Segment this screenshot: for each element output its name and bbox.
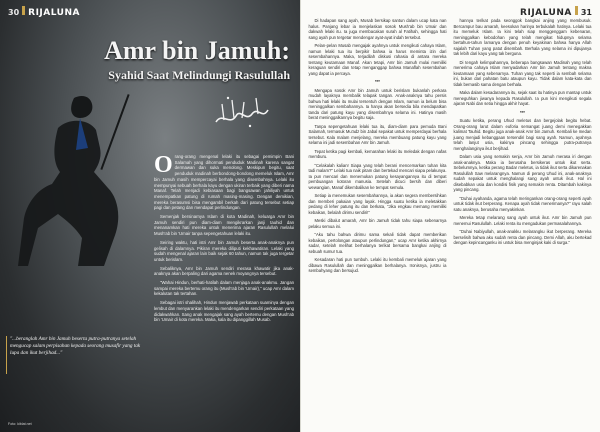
article-title: Amr bin Jamuh: bbox=[104, 36, 290, 65]
paragraph: Sebaliknya, Amr bin Jamuh sendiri merasa khawatir jika anak-anaknya akan berpaling dari agama nenek moyangnya tersebut. bbox=[154, 265, 294, 277]
paragraph: "Celakalah kalian! Siapa yang telah berani mencemarkan tuhan kita tadi malam?" Lelaki tua naik pitam dan bertekad mencari siapa pelakunya. Ia pun mencari dan menemukan patung kesayangannya itu di tempat pembuangan kotoran manusia. Setelah dicuci bersih dan diberi wewangian, Manaf dikembalikan ke tempat semula. bbox=[308, 162, 447, 190]
paragraph: rang-orang mengenal lelaki itu sebagai pemimpin Bani Salamah yang dihormati penduduk Madinah karena sangat dermawan dan suka menolong. Meskipun begitu, saat penduduk madinah berbondong-bondong memeluk Islam, Amr bin Jamuh masih mempercayai berhala yang disembahnya. Lelaki itu mempunyai sebuah berhala kayu dengan ukiran terbaik yang diberi nama Manaf. Telah menjadi kebiasaan bagi bangsawan jahiliyah untuk menempatkan patung di rumah masing-masing. Dengan demikian, mereka berasumsi bisa mengambil berkah dari patung tersebut setiap pagi dan petang dan mendapat perlindungan. bbox=[154, 154, 294, 211]
horseman-silhouette bbox=[18, 88, 158, 268]
paragraph: "Wahai Hindun, berhati-hatilah dalam menjaga anak-anakmu. Jangan sampai mereka bertemu orang itu (Mush'ab bin 'Umair)," ucap Amr dalam kekalutan tak tertahan. bbox=[154, 280, 294, 297]
pull-quote-bar bbox=[6, 336, 7, 374]
paragraph: hannya terikat pada seonggok bangkai anjing yang membusuk. Bercampur bau amarah, keesokan harinya terbukalah hatinya. Lelaki tua itu memeluk Islam. Ia kini telah siap menggenggam kebenaran, meninggalkan kebodohan yang telah mengikat hidupnya selama bertahun-tahun lamanya dengan penuh keyakinan bahwa hanya Allah sajalah Tuhan yang patut disembah. Berhala yang selama ini dipujanya tak lebih dari kayu yang tak berguna. bbox=[453, 18, 592, 56]
paragraph: Mereka tetap melarang sang ayah untuk ikut. Amr bin Jamuh pun menemui Rasulullah. Lelaki renta itu mengadukan permasalahannya. bbox=[453, 215, 592, 226]
right-page-header bbox=[520, 6, 592, 18]
paragraph: Mengapa sosok Amr bin Jamuh untuk berislam bukanlah perkara mudah layaknya membalik telapak tangan. Anak-anaknya tahu persis bahwa hati lelaki itu mulai tersentuh dengan Islam, namun ia belum bisa meninggalkan sembahannya. Ia hanya akan bersedia bila mendapatkan tanda dari patung kayu yang disembahnya selama ini. Hatinya masih berat meninggalkannya begitu saja. bbox=[308, 87, 447, 120]
paragraph: "Aku tahu bahwa dirimu sama sekali tidak dapat memberikan kebaikan, pertolongan ataupun perlindungan," ucap Amr ketika akhirnya sadar, setelah melihat berhalanya terikat bersama bangkai anjing di sebuah sumur tua. bbox=[308, 232, 447, 254]
paragraph: Sebagai istri shalihah, Hindun menjawab perkataan suaminya dengan lembut dan menyarankan lelaki itu mendengarkan sendiri perkataan yang didakwahkan. Sang anak mengajak sang ayah bertemu dengan Mush'ab bin 'Umair di kota mereka. Maka, kala itu dipanggillah Musab. bbox=[154, 300, 294, 323]
arabic-calligraphy-icon bbox=[212, 92, 272, 132]
page-number: 31 bbox=[580, 8, 592, 17]
paragraph: Maka dalam kesadarannya itu, sejak saat itu hatinya pun mantap untuk meneguhkan jiwanya kepada Rasulullah. Ia pun kini mengikuti segala ajaran Nabi dan setia hingga akhir hayat. bbox=[453, 90, 592, 106]
pull-quote: "...beranglah Amr bin Jamuh beserta putra-putranya setelah mengucap salam perpisahan kepada seorang musafir yang tak lupa dan ikut berjihad..." bbox=[10, 336, 141, 356]
rubric-label: RIJALUNA bbox=[520, 8, 572, 18]
left-article-column bbox=[154, 154, 294, 326]
paragraph: Meski dibalut amarah, Amr bin Jamuh tidak tahu siapa sebenarnya pelaku semua ini. bbox=[308, 218, 447, 229]
paragraph: Seiring waktu, hati istri Amr bin Jamuh beserta anak-anaknya pun gelisah di dalamnya. Pikiran mereka diliputi kekhawatiran. Lelaki yang sudah mengenal ajaran lain baik sejak 60 tahun, namun tak juga tergetar untuk berislam. bbox=[154, 239, 294, 262]
paragraph: Setiap ia menemukan sesembahannya, ia akan segera membersihkan dan memberi pakaian yang layak. Hingga suatu ketika ia meletakkan pedang di leher patung itu dan berkata, "Jika engkau memang memiliki kebaikan, belalah dirimu sendiri!" bbox=[308, 193, 447, 215]
paragraph: Tanpa sepengetahuan lelaki tua itu, diam-diam para pemuda Bani Salamah, termasuk Mu'adz bin Jabal sepakat untuk memperdayai berhala tersebut. Kala malam menjelang, mereka membuang patung kayu yang selama ini jadi sesembahan Amr bin Jamuh. bbox=[308, 123, 447, 145]
left-page-header bbox=[8, 6, 80, 18]
article-title-block bbox=[40, 36, 290, 83]
section-separator: *** bbox=[520, 109, 525, 115]
paragraph: Di tengah kelimpahannya, beberapa bangsawan Madinah yang telah menerima cahaya Islam menyadarkan Amr bin Jamuh tentang makna keutamaan yang sebenarnya. Tuhan yang tak seperti ia sembah selama ini, bukan dari pahatan batu ataupun kayu. Tidak dalam kata-kata dan tidak bernasib sama dengan berhala. bbox=[453, 59, 592, 87]
section-separator: *** bbox=[375, 79, 380, 84]
drop-cap: O bbox=[154, 152, 173, 178]
paragraph: Suatu ketika, perang Uhud meletus dan bergejolak begitu hebat. Orang-orang larut dalam euforia semangat juang demi menegakkan kalimat Tauhid. Begitu juga anak-anak Amr bin Jamuh. Kembali ke medan juang menjadi kebanggaan tersendiri bagi sang ayah. Namun, ayahnya telah lanjut usia, kakinya pincang sehingga putra-putranya menghalanginya ikut berjihad. bbox=[453, 118, 592, 151]
paragraph: Kesadaran hati pun tumbuh. Lelaki itu kembali memeluk ajaran yang dibawa Rasulullah dan meninggalkan berhalanya. Ironisnya, justru ia sembahyang dan bersujud. bbox=[308, 257, 447, 273]
page-number: 30 bbox=[8, 8, 20, 17]
rubric-marker bbox=[575, 6, 578, 15]
paragraph: "Duhai ayahanda, agama telah meringankan orang-orang seperti ayah untuk tidak ikut berperang. Kenapa ayah tidak menerimanya?" rayu salah satu anaknya, berusaha menyakinkan. bbox=[453, 195, 592, 212]
paragraph: Tepat ketika pagi kembali, kemarahan lelaki itu meledak dengan nafas memburu. bbox=[308, 148, 447, 159]
paragraph: Di hadapan sang ayah, Musab bersikap santun dalam ucap kata nan halus. Panjang lebar ia menjelaskan sosok Mush'ab bin Umair dan dakwah lelaki itu. Ia juga membacakan surah al Fatihah, sehingga hati sang ayah pun tergetar mendengar ayat-ayat indah tersebut. bbox=[308, 18, 447, 40]
article-subtitle: Syahid Saat Melindungi Rasulullah bbox=[108, 68, 290, 82]
rubric-label: RIJALUNA bbox=[28, 8, 80, 18]
rubric-marker bbox=[22, 6, 25, 15]
photo-credit: Foto: kiblat.net bbox=[8, 422, 32, 426]
right-article-column-1 bbox=[309, 18, 447, 277]
paragraph: Dalam usia yang semakin senja, Amr bin Jamuh merasa iri dengan anak-anaknya. Maka ia berusaha bersikeras untuk ikut serta. Sebelumnya, ketika perang Badar meletus, ia tidak ikut serta dikarenakan Rasulullah Saw melarangnya. Namun di perang Uhud ini, anak-anaknya sudah sepakat untuk menghalangi sang ayah untuk ikut. Hal ini disebabkan usia dan kondisi fisik yang semakin renta. Ditambah kakinya yang pincang. bbox=[453, 154, 592, 192]
paragraph: "Duhai Nabiyullah, anak-anakku melarangku ikut berperang. Mereka berselisih bahwa aku sudah renta dan pincang. Demi Allah, aku bertekad dengan kepincanganku ini untuk bisa menginjak kaki di surga." bbox=[453, 229, 592, 245]
paragraph: Semenjak bersinarnya Islam di kota Madinah, keluarga Amr bin Jamuh sendiri pun diam-diam mengikrarkan janji tauhid dan menanamkan hati mereka untuk menerima ajaran Rasulullah melalui Mush'ab bin 'Umair tanpa sepengetahuan lelaki itu. bbox=[154, 214, 294, 237]
right-article-column-2 bbox=[454, 18, 592, 249]
paragraph: Pelan-pelan Musab mengajak ayahnya untuk mengikuti cahaya Islam, namun lelaki tua itu berpikir bahwa ia harus meminta izin dari sesembahannya. Maka, terjadilah diskusi rahasia di antara mereka tentang keutamaan Manaf. Akan tetapi, Amr bin Jamuh mulai memiliki keraguan sendiri dan tetap menganggap bahwa Manaflah sesembahan yang dapat ia percaya. bbox=[308, 43, 447, 76]
right-page bbox=[300, 0, 600, 432]
